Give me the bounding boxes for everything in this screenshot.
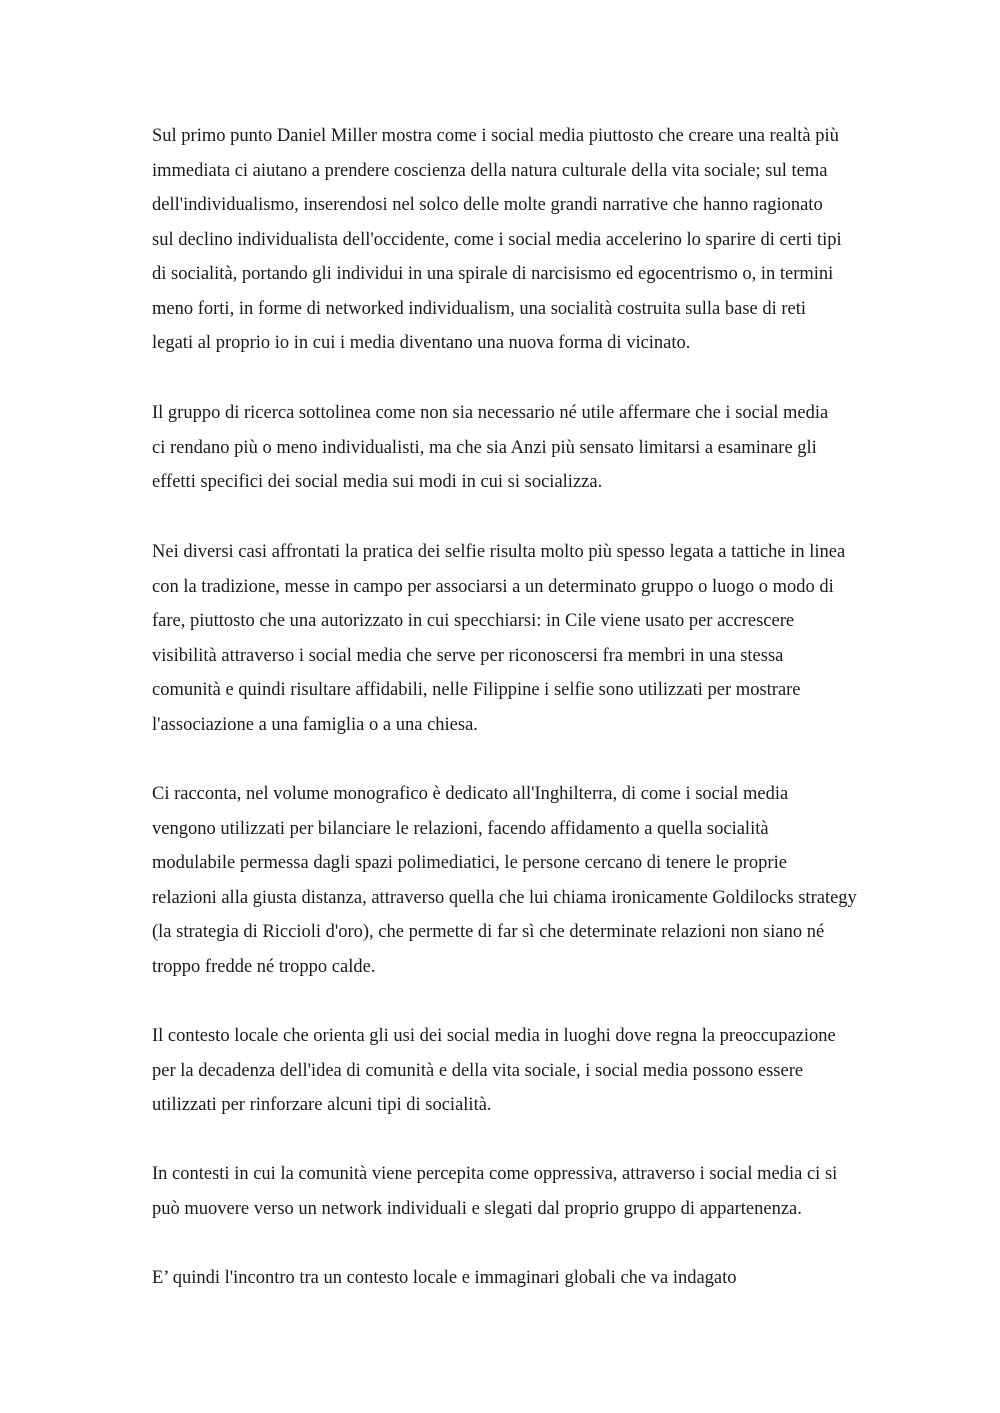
paragraph-line: troppo fredde né troppo calde.	[152, 956, 376, 977]
paragraph-line: E’ quindi l'incontro tra un contesto locale e immaginari globali che va indagato	[152, 1268, 737, 1288]
paragraph-line: Nei diversi casi affrontati la pratica dei selfie risulta molto più spesso legata a tattiche in linea	[152, 542, 846, 562]
paragraph-2	[152, 396, 912, 500]
paragraph-line: visibilità attraverso i social media che serve per riconoscersi fra membri in una stessa	[152, 645, 784, 666]
paragraph-4	[152, 777, 912, 984]
paragraph-line: vengono utilizzati per bilanciare le relazioni, facendo affidamento a quella socialità	[152, 818, 769, 839]
paragraph-1	[152, 119, 912, 361]
paragraph-line: (la strategia di Riccioli d'oro), che permette di far sì che determinate relazioni non siano né	[152, 922, 825, 942]
paragraph-line: per la decadenza dell'idea di comunità e della vita sociale, i social media possono essere	[152, 1060, 804, 1081]
paragraph-line: modulabile permessa dagli spazi polimediatici, le persone cercano di tenere le proprie	[152, 853, 787, 873]
paragraph-line: relazioni alla giusta distanza, attraverso quella che lui chiama ironicamente Goldilocks strategy	[152, 887, 857, 908]
paragraph-line: ci rendano più o meno individualisti, ma che sia Anzi più sensato limitarsi a esaminare gli	[152, 437, 817, 458]
paragraph-3	[152, 535, 912, 742]
paragraph-line: Sul primo punto Daniel Miller mostra come i social media piuttosto che creare una realtà più	[152, 126, 839, 146]
paragraph-line: meno forti, in forme di networked individualism, una socialità costruita sulla base di reti	[152, 298, 807, 319]
paragraph-line: sul declino individualista dell'occidente, come i social media accelerino lo sparire di certi tipi	[152, 229, 842, 250]
paragraph-line: di socialità, portando gli individui in una spirale di narcisismo ed egocentrismo o, in termini	[152, 264, 834, 284]
paragraph-line: fare, piuttosto che una autorizzato in cui specchiarsi: in Cile viene usato per accrescere	[152, 611, 795, 631]
paragraph-line: utilizzati per rinforzare alcuni tipi di socialità.	[152, 1095, 492, 1115]
paragraph-line: Il contesto locale che orienta gli usi dei social media in luoghi dove regna la preoccupazione	[152, 1026, 836, 1046]
paragraph-7	[152, 1261, 912, 1296]
paragraph-line: effetti specifici dei social media sui modi in cui si socializza.	[152, 472, 603, 492]
paragraph-line: può muovere verso un network individuali e slegati dal proprio gruppo di appartenenza.	[152, 1198, 802, 1219]
paragraph-line: Ci racconta, nel volume monografico è dedicato all'Inghilterra, di come i social media	[152, 784, 789, 804]
paragraph-6	[152, 1157, 912, 1226]
paragraph-line: l'associazione a una famiglia o a una chiesa.	[152, 714, 478, 735]
paragraph-5	[152, 1019, 912, 1123]
paragraph-line: con la tradizione, messe in campo per associarsi a un determinato gruppo o luogo o modo di	[152, 576, 834, 597]
paragraph-line: legati al proprio io in cui i media diventano una nuova forma di vicinato.	[152, 333, 691, 353]
paragraph-line: comunità e quindi risultare affidabili, nelle Filippine i selfie sono utilizzati per mostrare	[152, 680, 801, 700]
paragraph-line: Il gruppo di ricerca sottolinea come non sia necessario né utile affermare che i social media	[152, 403, 829, 423]
paragraph-line: In contesti in cui la comunità viene percepita come oppressiva, attraverso i social media ci si	[152, 1164, 838, 1184]
paragraph-line: dell'individualismo, inserendosi nel solco delle molte grandi narrative che hanno ragionato	[152, 195, 823, 215]
paragraph-line: immediata ci aiutano a prendere coscienza della natura culturale della vita sociale; sul tema	[152, 160, 828, 181]
